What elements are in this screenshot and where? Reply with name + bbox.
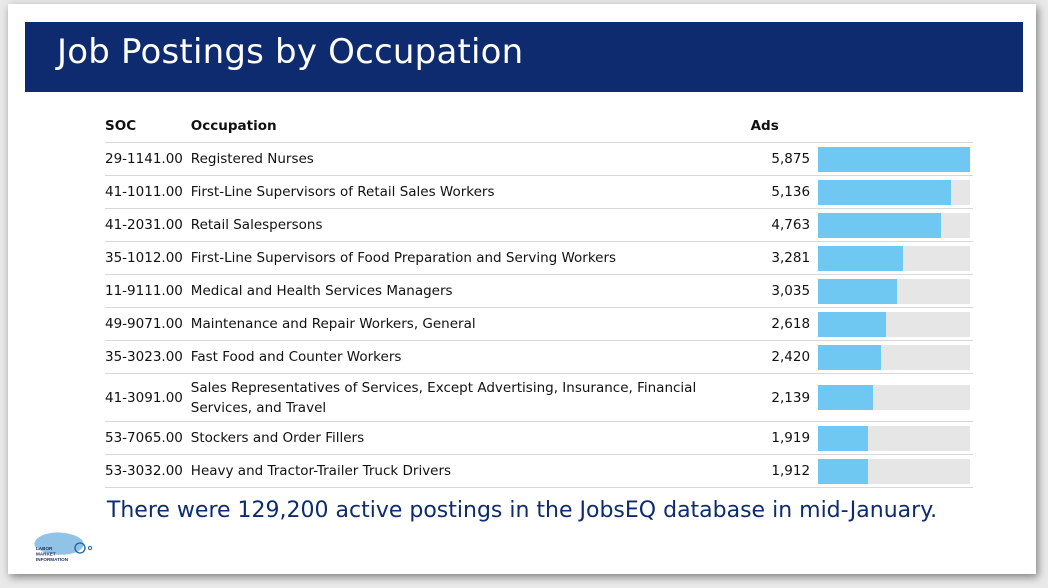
table-body bbox=[105, 143, 973, 488]
occupation-name: Heavy and Tractor-Trailer Truck Drivers bbox=[191, 455, 751, 488]
bar-cell bbox=[818, 308, 973, 341]
bar-fill bbox=[818, 213, 941, 238]
bar-cell bbox=[818, 143, 973, 176]
ads-count: 4,763 bbox=[751, 209, 818, 242]
bar-track bbox=[818, 459, 970, 484]
soc-code: 35-3023.00 bbox=[105, 341, 191, 374]
slide bbox=[8, 4, 1036, 574]
bar-cell bbox=[818, 242, 973, 275]
bar-fill bbox=[818, 426, 868, 451]
ads-count: 2,139 bbox=[751, 374, 818, 422]
ads-count: 3,281 bbox=[751, 242, 818, 275]
soc-code: 35-1012.00 bbox=[105, 242, 191, 275]
table-row bbox=[105, 209, 973, 242]
soc-code: 53-7065.00 bbox=[105, 422, 191, 455]
logo-dot bbox=[88, 546, 91, 549]
occupation-name: Maintenance and Repair Workers, General bbox=[191, 308, 751, 341]
table-row bbox=[105, 143, 973, 176]
occupation-name: Fast Food and Counter Workers bbox=[191, 341, 751, 374]
soc-code: 41-2031.00 bbox=[105, 209, 191, 242]
occupation-name: First-Line Supervisors of Retail Sales Workers bbox=[191, 176, 751, 209]
logo-text-3: INFORMATION bbox=[36, 557, 69, 562]
bar-fill bbox=[818, 312, 886, 337]
soc-code: 53-3032.00 bbox=[105, 455, 191, 488]
bar-track bbox=[818, 180, 970, 205]
bar-cell bbox=[818, 374, 973, 422]
bar-fill bbox=[818, 345, 881, 370]
ads-count: 5,136 bbox=[751, 176, 818, 209]
ads-count: 2,420 bbox=[751, 341, 818, 374]
table-row bbox=[105, 341, 973, 374]
table-row bbox=[105, 422, 973, 455]
table-row bbox=[105, 275, 973, 308]
occupation-name: Retail Salespersons bbox=[191, 209, 751, 242]
ads-count: 3,035 bbox=[751, 275, 818, 308]
bar-fill bbox=[818, 180, 951, 205]
occupation-name: Medical and Health Services Managers bbox=[191, 275, 751, 308]
bar-track bbox=[818, 213, 970, 238]
bar-fill bbox=[818, 246, 903, 271]
title-banner bbox=[25, 22, 1023, 92]
occupation-name: Registered Nurses bbox=[191, 143, 751, 176]
summary-note: There were 129,200 active postings in the JobsEQ database in mid-January. bbox=[106, 498, 938, 523]
bar-cell bbox=[818, 209, 973, 242]
ads-count: 2,618 bbox=[751, 308, 818, 341]
table-row bbox=[105, 374, 973, 422]
bar-cell bbox=[818, 341, 973, 374]
bar-cell bbox=[818, 275, 973, 308]
bar-fill bbox=[818, 279, 897, 304]
bar-cell bbox=[818, 455, 973, 488]
page-title: Job Postings by Occupation bbox=[57, 32, 524, 72]
bar-track bbox=[818, 246, 970, 271]
soc-code: 41-1011.00 bbox=[105, 176, 191, 209]
occupation-name: Sales Representatives of Services, Except Advertising, Insurance, Financial Services, and Travel bbox=[191, 374, 751, 422]
soc-code: 11-9111.00 bbox=[105, 275, 191, 308]
bar-cell bbox=[818, 176, 973, 209]
table-header-row bbox=[105, 110, 973, 143]
logo-text-1: LABOR bbox=[36, 546, 53, 551]
lmi-logo bbox=[32, 530, 96, 566]
bar-track bbox=[818, 345, 970, 370]
column-header-bar bbox=[818, 110, 973, 143]
occupation-name: First-Line Supervisors of Food Preparation and Serving Workers bbox=[191, 242, 751, 275]
ads-count: 5,875 bbox=[751, 143, 818, 176]
soc-code: 49-9071.00 bbox=[105, 308, 191, 341]
soc-code: 41-3091.00 bbox=[105, 374, 191, 422]
column-header-ads: Ads bbox=[751, 110, 818, 143]
ads-count: 1,919 bbox=[751, 422, 818, 455]
bar-track bbox=[818, 426, 970, 451]
bar-track bbox=[818, 385, 970, 410]
job-postings-table bbox=[105, 110, 973, 488]
ads-count: 1,912 bbox=[751, 455, 818, 488]
soc-code: 29-1141.00 bbox=[105, 143, 191, 176]
bar-track bbox=[818, 279, 970, 304]
column-header-occupation: Occupation bbox=[191, 110, 751, 143]
table-row bbox=[105, 455, 973, 488]
bar-track bbox=[818, 312, 970, 337]
bar-cell bbox=[818, 422, 973, 455]
table-row bbox=[105, 242, 973, 275]
table-row bbox=[105, 308, 973, 341]
bar-fill bbox=[818, 147, 970, 172]
bar-fill bbox=[818, 459, 867, 484]
table-row bbox=[105, 176, 973, 209]
bar-track bbox=[818, 147, 970, 172]
occupation-name: Stockers and Order Fillers bbox=[191, 422, 751, 455]
bar-fill bbox=[818, 385, 873, 410]
logo-text-2: MARKET bbox=[36, 551, 56, 557]
column-header-soc: SOC bbox=[105, 110, 191, 143]
